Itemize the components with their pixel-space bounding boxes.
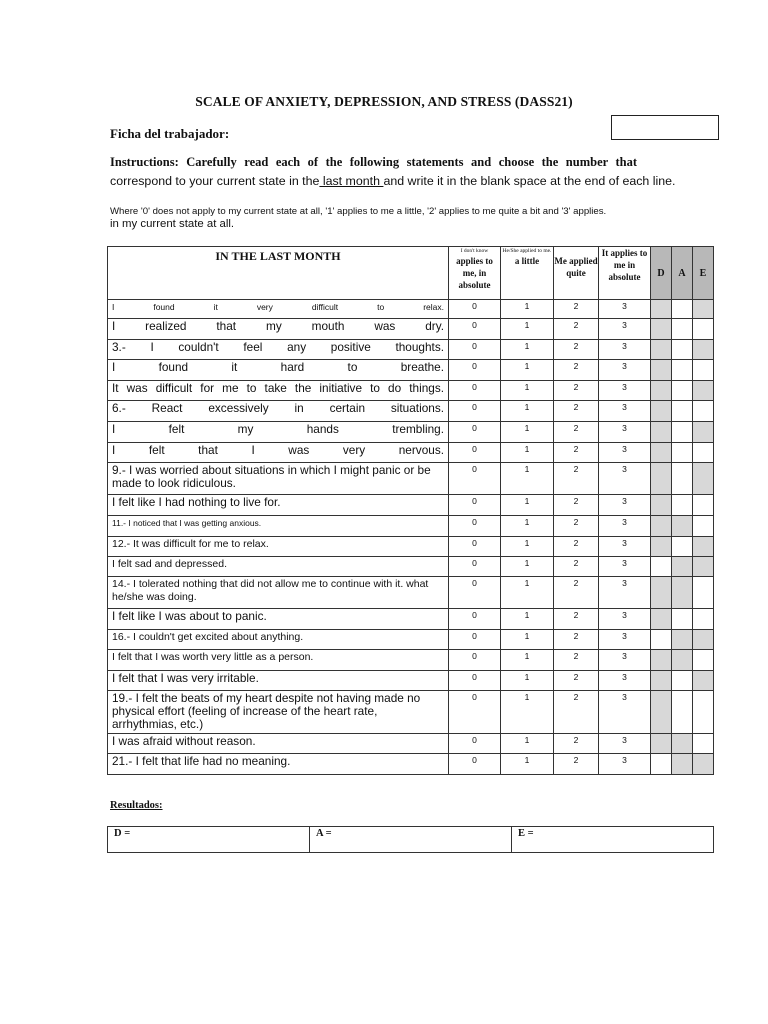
score-cell-e[interactable] — [693, 609, 714, 630]
statement-text: I felt sad and depressed. — [108, 557, 449, 577]
option-value-3[interactable]: 3 — [599, 401, 651, 422]
scale-explanation: Where '0' does not apply to my current state at all, '1' applies to me a little, '2' applies to me quite a bit and '3' applies. — [110, 206, 607, 217]
score-cell-d[interactable] — [651, 340, 672, 360]
score-cell-a[interactable] — [672, 443, 693, 463]
table-row — [108, 319, 714, 340]
option-value-3[interactable]: 3 — [599, 577, 651, 609]
table-row — [108, 463, 714, 495]
score-cell-d[interactable] — [651, 463, 672, 495]
score-cell-a[interactable] — [672, 537, 693, 557]
score-cell-d[interactable] — [651, 360, 672, 381]
score-cell-a[interactable] — [672, 340, 693, 360]
option-value-2[interactable]: 2 — [554, 340, 599, 360]
score-cell-a[interactable] — [672, 650, 693, 671]
option-value-2[interactable]: 2 — [554, 691, 599, 734]
option-value-2[interactable]: 2 — [554, 609, 599, 630]
option-value-1[interactable]: 1 — [501, 381, 554, 401]
score-cell-d[interactable] — [651, 495, 672, 516]
results-label: Resultados: — [110, 800, 163, 811]
option-value-2[interactable]: 2 — [554, 754, 599, 775]
header-a: A — [672, 247, 693, 300]
option-value-3[interactable]: 3 — [599, 319, 651, 340]
option-value-1[interactable]: 1 — [501, 671, 554, 691]
score-cell-a[interactable] — [672, 463, 693, 495]
option-value-0[interactable]: 0 — [449, 630, 501, 650]
header-option-3-text: It applies to me in absolute — [601, 248, 648, 282]
option-value-1[interactable]: 1 — [501, 495, 554, 516]
option-value-2[interactable]: 2 — [554, 360, 599, 381]
score-cell-e[interactable] — [693, 691, 714, 734]
statement-text: I felt like I was about to panic. — [108, 609, 449, 630]
header-e: E — [693, 247, 714, 300]
header-option-1 — [501, 247, 554, 300]
header-option-0-tiny: I don't know — [460, 248, 489, 254]
score-cell-a[interactable] — [672, 630, 693, 650]
option-value-0[interactable]: 0 — [449, 319, 501, 340]
table-row — [108, 734, 714, 754]
option-value-3[interactable]: 3 — [599, 671, 651, 691]
score-cell-d[interactable] — [651, 516, 672, 537]
option-value-2[interactable]: 2 — [554, 650, 599, 671]
option-value-1[interactable]: 1 — [501, 360, 554, 381]
score-cell-a[interactable] — [672, 422, 693, 443]
option-value-0[interactable]: 0 — [449, 691, 501, 734]
score-cell-e[interactable] — [693, 734, 714, 754]
option-value-0[interactable]: 0 — [449, 671, 501, 691]
score-cell-a[interactable] — [672, 671, 693, 691]
option-value-0[interactable]: 0 — [449, 609, 501, 630]
table-row — [108, 671, 714, 691]
option-value-3[interactable]: 3 — [599, 557, 651, 577]
statement-text: 19.- I felt the beats of my heart despite not having made no physical effort (feeling of increase of the heart rate, arrhythmias, etc.) — [108, 691, 449, 734]
option-value-3[interactable]: 3 — [599, 300, 651, 319]
option-value-1[interactable]: 1 — [501, 463, 554, 495]
score-cell-e[interactable] — [693, 443, 714, 463]
score-cell-a[interactable] — [672, 557, 693, 577]
option-value-3[interactable]: 3 — [599, 340, 651, 360]
option-value-2[interactable]: 2 — [554, 495, 599, 516]
option-value-3[interactable]: 3 — [599, 516, 651, 537]
header-option-1-tiny: He/She applied to me. — [502, 248, 552, 254]
table-row — [108, 495, 714, 516]
score-cell-a[interactable] — [672, 401, 693, 422]
option-value-0[interactable]: 0 — [449, 360, 501, 381]
option-value-3[interactable]: 3 — [599, 754, 651, 775]
score-cell-a[interactable] — [672, 577, 693, 609]
option-value-0[interactable]: 0 — [449, 557, 501, 577]
table-row — [108, 340, 714, 360]
score-cell-d[interactable] — [651, 754, 672, 775]
header-option-2 — [554, 247, 599, 300]
option-value-2[interactable]: 2 — [554, 319, 599, 340]
option-value-3[interactable]: 3 — [599, 650, 651, 671]
score-cell-a[interactable] — [672, 691, 693, 734]
score-cell-e[interactable] — [693, 300, 714, 319]
statement-text: I was afraid without reason. — [108, 734, 449, 754]
statement-text: 16.- I couldn't get excited about anything. — [108, 630, 449, 650]
header-option-3 — [599, 247, 651, 300]
table-row — [108, 401, 714, 422]
result-d-field[interactable]: D = — [108, 827, 310, 853]
header-option-0-text: applies to me, in absolute — [456, 256, 493, 290]
instructions-line-1: Instructions: Carefully read each of the following statements and choose the number that — [110, 155, 637, 169]
option-value-0[interactable]: 0 — [449, 463, 501, 495]
score-cell-d[interactable] — [651, 734, 672, 754]
statement-text: I felt my hands trembling. — [108, 422, 449, 443]
result-e-field[interactable]: E = — [512, 827, 714, 853]
instructions-line-2 — [110, 174, 676, 188]
option-value-0[interactable]: 0 — [449, 443, 501, 463]
scale-explanation-cont: in my current state at all. — [110, 218, 235, 230]
score-cell-d[interactable] — [651, 300, 672, 319]
statement-text: I felt that I was very irritable. — [108, 671, 449, 691]
result-a-field[interactable]: A = — [310, 827, 512, 853]
option-value-1[interactable]: 1 — [501, 754, 554, 775]
option-value-2[interactable]: 2 — [554, 557, 599, 577]
statement-text: 12.- It was difficult for me to relax. — [108, 537, 449, 557]
statement-text: I felt that I was very nervous. — [108, 443, 449, 463]
option-value-2[interactable]: 2 — [554, 516, 599, 537]
option-value-0[interactable]: 0 — [449, 495, 501, 516]
option-value-3[interactable]: 3 — [599, 463, 651, 495]
option-value-1[interactable]: 1 — [501, 319, 554, 340]
score-cell-a[interactable] — [672, 319, 693, 340]
statement-text: I found it hard to breathe. — [108, 360, 449, 381]
table-row — [108, 609, 714, 630]
score-cell-d[interactable] — [651, 401, 672, 422]
option-value-1[interactable]: 1 — [501, 557, 554, 577]
score-cell-d[interactable] — [651, 609, 672, 630]
option-value-3[interactable]: 3 — [599, 630, 651, 650]
score-cell-a[interactable] — [672, 754, 693, 775]
option-value-3[interactable]: 3 — [599, 443, 651, 463]
statement-text: 9.- I was worried about situations in which I might panic or be made to look ridiculous. — [108, 463, 449, 495]
option-value-1[interactable]: 1 — [501, 734, 554, 754]
score-cell-a[interactable] — [672, 609, 693, 630]
option-value-2[interactable]: 2 — [554, 734, 599, 754]
option-value-2[interactable]: 2 — [554, 422, 599, 443]
header-option-1-text: a little — [514, 256, 540, 266]
option-value-3[interactable]: 3 — [599, 495, 651, 516]
option-value-0[interactable]: 0 — [449, 422, 501, 443]
score-cell-d[interactable] — [651, 691, 672, 734]
statement-text: 6.- React excessively in certain situations. — [108, 401, 449, 422]
option-value-0[interactable]: 0 — [449, 300, 501, 319]
score-cell-e[interactable] — [693, 557, 714, 577]
score-cell-d[interactable] — [651, 650, 672, 671]
table-row — [108, 360, 714, 381]
score-cell-a[interactable] — [672, 360, 693, 381]
table-row — [108, 300, 714, 319]
table-row — [108, 381, 714, 401]
table-row — [108, 443, 714, 463]
option-value-1[interactable]: 1 — [501, 577, 554, 609]
table-row — [108, 422, 714, 443]
score-cell-e[interactable] — [693, 319, 714, 340]
option-value-1[interactable]: 1 — [501, 609, 554, 630]
statement-text: I realized that my mouth was dry. — [108, 319, 449, 340]
table-row — [108, 754, 714, 775]
score-cell-e[interactable] — [693, 463, 714, 495]
option-value-1[interactable]: 1 — [501, 422, 554, 443]
option-value-3[interactable]: 3 — [599, 422, 651, 443]
score-cell-e[interactable] — [693, 537, 714, 557]
score-cell-d[interactable] — [651, 443, 672, 463]
option-value-0[interactable]: 0 — [449, 381, 501, 401]
score-cell-e[interactable] — [693, 671, 714, 691]
header-option-0 — [449, 247, 501, 300]
score-cell-e[interactable] — [693, 381, 714, 401]
option-value-1[interactable]: 1 — [501, 537, 554, 557]
score-cell-d[interactable] — [651, 557, 672, 577]
statement-text: 11.- I noticed that I was getting anxious. — [108, 516, 449, 537]
option-value-0[interactable]: 0 — [449, 537, 501, 557]
instructions-text: correspond to your current state in the — [110, 174, 320, 188]
option-value-0[interactable]: 0 — [449, 516, 501, 537]
score-cell-e[interactable] — [693, 577, 714, 609]
header-option-2-text: Me applied quite — [554, 256, 598, 278]
score-cell-d[interactable] — [651, 537, 672, 557]
score-cell-d[interactable] — [651, 671, 672, 691]
option-value-2[interactable]: 2 — [554, 381, 599, 401]
score-cell-e[interactable] — [693, 650, 714, 671]
option-value-0[interactable]: 0 — [449, 650, 501, 671]
score-cell-a[interactable] — [672, 516, 693, 537]
option-value-2[interactable]: 2 — [554, 630, 599, 650]
statement-text: I felt that I was worth very little as a person. — [108, 650, 449, 671]
option-value-2[interactable]: 2 — [554, 671, 599, 691]
worker-label: Ficha del trabajador: — [110, 126, 230, 141]
statement-text: 3.- I couldn't feel any positive thoughts. — [108, 340, 449, 360]
option-value-1[interactable]: 1 — [501, 650, 554, 671]
statement-text: It was difficult for me to take the initiative to do things. — [108, 381, 449, 401]
score-cell-e[interactable] — [693, 422, 714, 443]
score-cell-e[interactable] — [693, 630, 714, 650]
option-value-2[interactable]: 2 — [554, 577, 599, 609]
option-value-1[interactable]: 1 — [501, 401, 554, 422]
header-in-the-last-month: IN THE LAST MONTH — [108, 247, 449, 300]
score-cell-d[interactable] — [651, 630, 672, 650]
statement-text: I found it very difficult to relax. — [108, 300, 449, 319]
option-value-1[interactable]: 1 — [501, 691, 554, 734]
option-value-3[interactable]: 3 — [599, 691, 651, 734]
option-value-2[interactable]: 2 — [554, 443, 599, 463]
option-value-0[interactable]: 0 — [449, 401, 501, 422]
header-d: D — [651, 247, 672, 300]
option-value-1[interactable]: 1 — [501, 340, 554, 360]
statement-text: 21.- I felt that life had no meaning. — [108, 754, 449, 775]
statement-text: I felt like I had nothing to live for. — [108, 495, 449, 516]
table-row — [108, 516, 714, 537]
score-cell-e[interactable] — [693, 360, 714, 381]
option-value-2[interactable]: 2 — [554, 300, 599, 319]
option-value-2[interactable]: 2 — [554, 463, 599, 495]
score-cell-e[interactable] — [693, 754, 714, 775]
instructions-text-end: and write it in the blank space at the end of each line. — [383, 174, 676, 188]
score-cell-d[interactable] — [651, 422, 672, 443]
worker-id-field[interactable] — [611, 115, 719, 140]
score-cell-a[interactable] — [672, 495, 693, 516]
page-title: SCALE OF ANXIETY, DEPRESSION, AND STRESS (DASS21) — [195, 94, 573, 109]
table-row — [108, 650, 714, 671]
results-table — [107, 826, 714, 853]
last-month-underlined: last month — [319, 174, 384, 188]
score-cell-a[interactable] — [672, 300, 693, 319]
option-value-0[interactable]: 0 — [449, 577, 501, 609]
option-value-2[interactable]: 2 — [554, 537, 599, 557]
dass-table — [107, 246, 714, 775]
table-row — [108, 577, 714, 609]
option-value-1[interactable]: 1 — [501, 300, 554, 319]
score-cell-e[interactable] — [693, 401, 714, 422]
option-value-2[interactable]: 2 — [554, 401, 599, 422]
score-cell-d[interactable] — [651, 577, 672, 609]
table-row — [108, 630, 714, 650]
score-cell-a[interactable] — [672, 734, 693, 754]
option-value-3[interactable]: 3 — [599, 537, 651, 557]
option-value-1[interactable]: 1 — [501, 443, 554, 463]
statement-text: 14.- I tolerated nothing that did not allow me to continue with it. what he/she was doing. — [108, 577, 449, 609]
option-value-1[interactable]: 1 — [501, 630, 554, 650]
table-row — [108, 557, 714, 577]
option-value-3[interactable]: 3 — [599, 381, 651, 401]
score-cell-e[interactable] — [693, 516, 714, 537]
option-value-0[interactable]: 0 — [449, 754, 501, 775]
option-value-0[interactable]: 0 — [449, 734, 501, 754]
score-cell-d[interactable] — [651, 319, 672, 340]
score-cell-d[interactable] — [651, 381, 672, 401]
table-row — [108, 537, 714, 557]
option-value-1[interactable]: 1 — [501, 516, 554, 537]
score-cell-a[interactable] — [672, 381, 693, 401]
score-cell-e[interactable] — [693, 340, 714, 360]
option-value-3[interactable]: 3 — [599, 734, 651, 754]
option-value-0[interactable]: 0 — [449, 340, 501, 360]
score-cell-e[interactable] — [693, 495, 714, 516]
option-value-3[interactable]: 3 — [599, 360, 651, 381]
option-value-3[interactable]: 3 — [599, 609, 651, 630]
table-row — [108, 691, 714, 734]
